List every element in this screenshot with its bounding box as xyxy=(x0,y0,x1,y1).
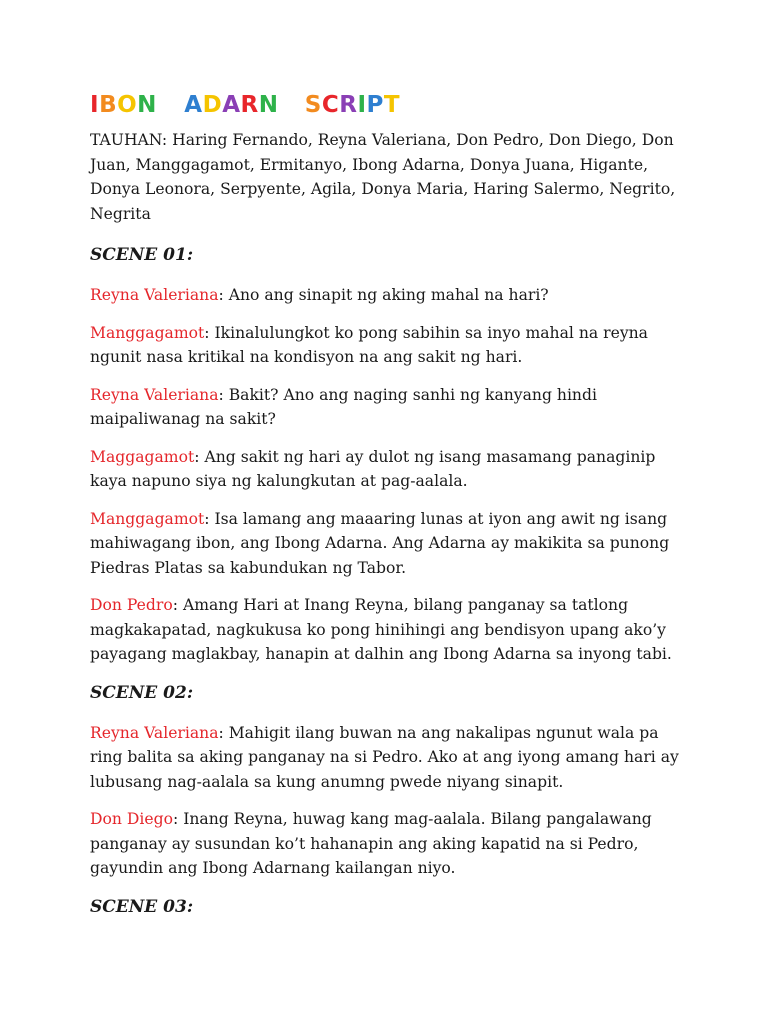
speaker-name: Manggagamot xyxy=(90,323,205,342)
document-title xyxy=(90,88,690,122)
title-letter: T xyxy=(383,92,401,118)
scene-heading: SCENE 01: xyxy=(90,245,194,265)
title-letter xyxy=(176,88,184,122)
title-letter xyxy=(297,88,305,122)
speaker-name: Manggagamot xyxy=(90,509,205,528)
title-letter: C xyxy=(321,92,340,118)
title-letter: I xyxy=(90,92,100,118)
title-letter: P xyxy=(366,92,384,118)
title-letter: R xyxy=(240,92,259,118)
dialogue-line xyxy=(90,383,690,432)
title-letter: N xyxy=(258,92,279,118)
title-letter: B xyxy=(99,92,118,118)
title-letter: A xyxy=(184,92,203,118)
dialogue-text: : Bakit? Ano ang naging sanhi ng kanyang hindi maipaliwanag na sakit? xyxy=(90,385,597,428)
title-letter: D xyxy=(202,92,223,118)
cast-list: TAUHAN: Haring Fernando, Reyna Valeriana, Don Pedro, Don Diego, Don Juan, Manggagamot, Ermitanyo, Ibong Adarna, Donya Juana, Higante, Donya Leonora, Serpyente, Agila, Donya Maria, Haring Salermo, Negrito, Negrita xyxy=(90,131,676,223)
dialogue-text: : Inang Reyna, huwag kang mag-aalala. Bilang pangalawang panganay ay susundan ko’t hahanapin ang aking kapatid na si Pedro, gayundin ang Ibong Adarnang kailangan niyo. xyxy=(90,810,652,877)
title-letter: A xyxy=(278,92,297,118)
dialogue-line xyxy=(90,807,690,881)
scene-section xyxy=(90,242,690,667)
scene-heading: SCENE 02: xyxy=(90,682,194,703)
dialogue-text: : Amang Hari at Inang Reyna, bilang panganay sa tatlong magkakapatad, nagkukusa ko pong hinihingi ang bendisyon upang ako’y payagang maglakbay, hanapin at dalhin ang Ibong Adarna sa inyong tabi. xyxy=(90,596,672,663)
speaker-name: Reyna Valeriana xyxy=(90,723,219,742)
dialogue-text: : Ikinalulungkot ko pong sabihin sa inyo mahal na reyna ngunit nasa kritikal na kondisyon na ang sakit ng hari. xyxy=(90,323,648,366)
scene-section xyxy=(90,894,690,920)
dialogue-line xyxy=(90,721,690,795)
title-letter: G xyxy=(156,92,177,118)
speaker-name: Don Diego xyxy=(90,810,173,828)
dialogue-line xyxy=(90,593,690,667)
dialogue-text: : Ano ang sinapit ng aking mahal na hari? xyxy=(218,286,549,304)
title-letter: A xyxy=(222,92,241,118)
title-letter: R xyxy=(339,92,358,118)
title-letter: S xyxy=(304,92,322,118)
dialogue-text: : Ang sakit ng hari ay dulot ng isang masamang panaginip kaya napuno siya ng kalungkutan at pag-aalala. xyxy=(90,447,656,490)
script-content xyxy=(90,88,690,935)
dialogue-line xyxy=(90,445,690,494)
speaker-name: Reyna Valeriana xyxy=(90,286,219,304)
title-letter: N xyxy=(137,92,157,118)
speaker-name: Maggagamot xyxy=(90,447,195,466)
title-letter: O xyxy=(117,92,138,118)
scene-section xyxy=(90,680,690,881)
dialogue-text: : Mahigit ilang buwan na ang nakalipas ngunut wala pa ring balita sa aking panganay na si Pedro. Ako at ang iyong amang hari ay lubusang nag-aalala sa kung anumng pwede niyang sinapit. xyxy=(90,723,679,791)
dialogue-text: : Isa lamang ang maaaring lunas at iyon ang awit ng isang mahiwagang ibon, ang Ibong Adarna. Ang Adarna ay makikita sa punong Piedras Platas sa kabundukan ng Tabor. xyxy=(90,509,670,577)
title-letter: I xyxy=(357,92,367,118)
dialogue-line xyxy=(90,507,690,581)
dialogue-line xyxy=(90,283,690,308)
speaker-name: Reyna Valeriana xyxy=(90,385,219,404)
scene-heading: SCENE 03: xyxy=(90,896,194,917)
dialogue-line xyxy=(90,321,690,370)
speaker-name: Don Pedro xyxy=(90,596,173,614)
